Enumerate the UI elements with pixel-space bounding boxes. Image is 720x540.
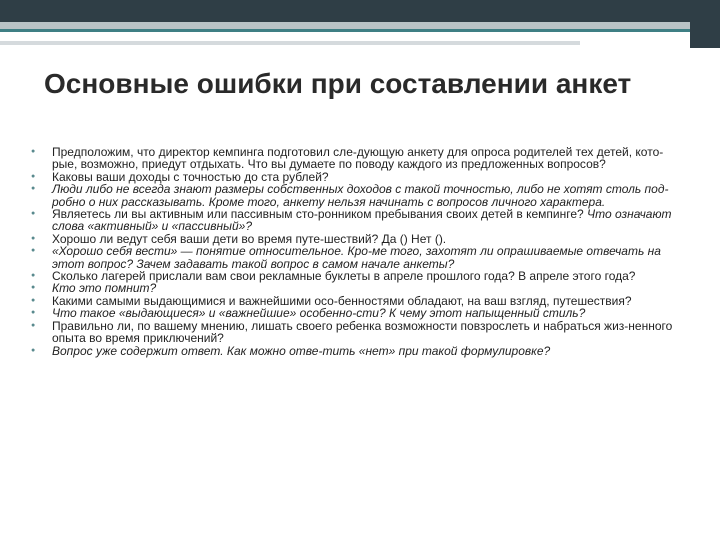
list-item [30,183,680,208]
bullet-icon: ● [31,296,36,304]
slide-title: Основные ошибки при составлении анкет [44,68,632,99]
list-item [30,245,680,270]
item-text: Правильно ли, по вашему мнению, лишать своего ребенка возможности повзрослеть и набраться жиз-ненного опыта во время приключений? [52,318,673,346]
list-item [30,320,680,345]
item-text: Хорошо ли ведут себя ваши дети во время путе-шествий? Да () Нет (). [52,231,447,246]
bullet-icon: ● [31,284,36,292]
item-text-italic: Что означают слова «активный» и «пассивный»? [52,207,672,234]
bullet-icon: ● [31,321,36,329]
bullet-icon: ● [31,234,36,242]
bullet-icon: ● [31,172,36,180]
bullet-icon: ● [31,346,36,354]
item-text: Предположим, что директор кемпинга подготовил сле-дующую анкету для опроса родителей тех детей, кото-рые, возможно, приедут отдыхать. Что вы думаете по поводу каждого из предложенных вопросов? [52,145,664,172]
item-text: Каковы ваши доходы с точностью до ста рублей? [52,169,329,184]
header-accent-line [0,29,720,32]
item-text: Вопрос уже содержит ответ. Как можно отве-тить «нет» при такой формулировке? [52,343,551,358]
bullet-icon: ● [31,148,36,155]
item-text: Люди либо не всегда знают размеры собственных доходов с такой точностью, либо не хотят столь под-робно о них рассказывать. Кроме того, анкету нельзя начинать с вопросов личного характера. [52,182,669,209]
header-underline [0,41,580,45]
header-dark-band [0,0,720,22]
item-text: Что такое «выдающиеся» и «важнейшие» особенно-сти? К чему этот напыщенный стиль? [52,306,586,321]
header-light-band [0,22,720,29]
bullet-icon: ● [31,272,36,280]
item-text: «Хорошо себя вести» — понятие относительное. Кро-ме того, захотят ли опрашиваемые отвечать на этот вопрос? Зачем задавать такой вопрос в самом начале анкеты? [52,244,661,271]
list-item [30,345,680,357]
corner-decoration [690,0,720,48]
list-item [30,208,680,233]
item-text: Сколько лагерей прислали вам свои рекламные буклеты в апреле прошлого года? В апреле этого года? [52,269,636,284]
bullet-icon: ● [31,247,36,255]
list-item [30,146,680,171]
item-text: Кто это помнит? [52,281,157,296]
bullet-icon: ● [31,210,36,218]
item-text-normal: Являетесь ли вы активным или пассивным сто-ронником пребывания своих детей в кемпинге? [52,207,584,222]
bullet-list [30,146,680,357]
item-text: Какими самыми выдающимися и важнейшими осо-бенностями обладают, на ваш взгляд, путешествия? [52,293,632,308]
bullet-icon: ● [31,309,36,317]
bullet-icon: ● [31,185,36,193]
